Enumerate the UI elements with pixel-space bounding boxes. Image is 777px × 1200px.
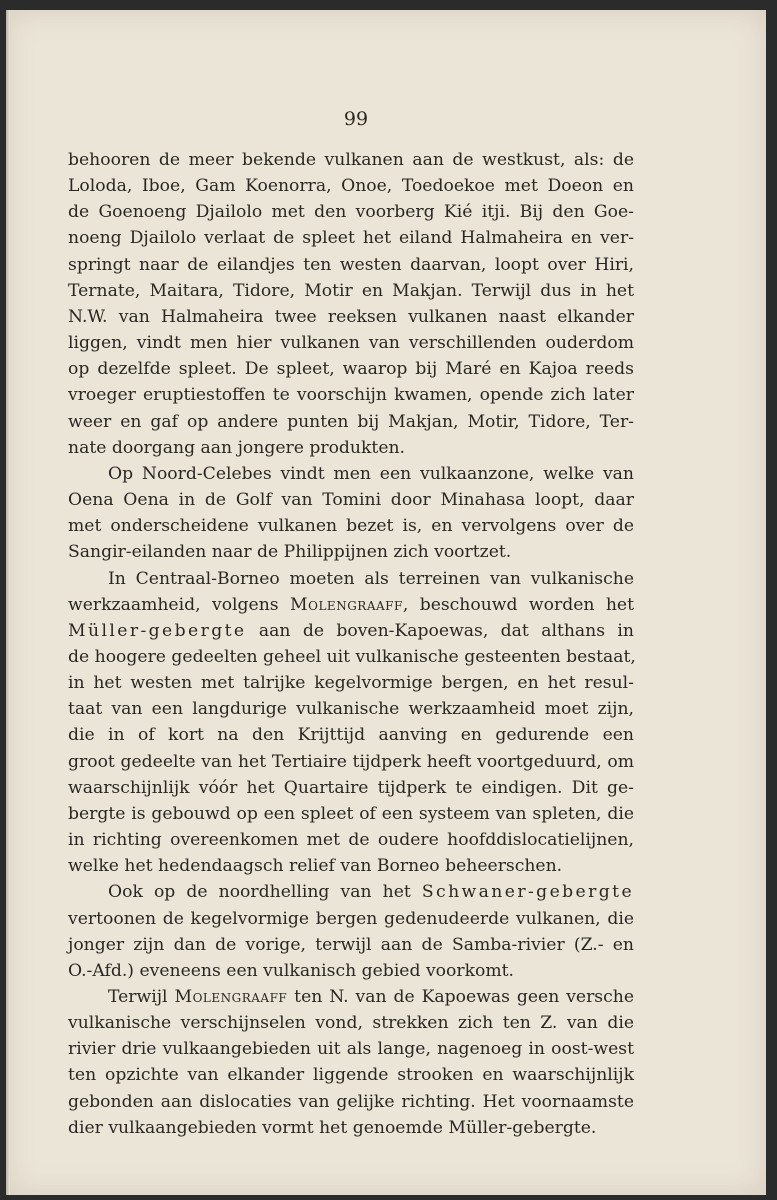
text-line xyxy=(68,618,634,644)
text-line: vroeger eruptiestoffen te voorschijn kwamen, opende zich later xyxy=(68,385,634,406)
text-line: behooren de meer bekende vulkanen aan de westkust, als: de xyxy=(68,150,634,170)
text-line: dier vulkaangebieden vormt het genoemde Müller-gebergte. xyxy=(68,1117,597,1138)
text-line: weer en gaf op andere punten bij Makjan, Motir, Tidore, Ter- xyxy=(68,411,634,432)
text-line: die in of kort na den Krijttijd aanving en gedurende een xyxy=(68,725,634,746)
text-line: waarschijnlijk vóór het Quartaire tijdperk te eindigen. Dit ge- xyxy=(68,777,634,798)
paragraph xyxy=(68,984,634,1141)
text-line: vertoonen de kegelvormige bergen gedenudeerde vulkanen, die xyxy=(68,908,634,929)
text-line: gebonden aan dislocaties van gelijke richting. Het voornaamste xyxy=(68,1091,634,1112)
place-name: Schwaner-gebergte xyxy=(421,882,635,903)
text-line: vulkanische verschijnselen vond, strekken zich ten Z. van die xyxy=(68,1013,634,1034)
text-line: met onderscheidene vulkanen bezet is, en vervolgens over de xyxy=(68,516,634,537)
text-line: O.-Afd.) eveneens een vulkanisch gebied voorkomt. xyxy=(68,960,515,981)
text-fragment: , beschouwd worden het xyxy=(402,594,635,615)
text-line: Sangir-eilanden naar de Philippijnen zich voortzet. xyxy=(68,542,512,563)
place-name: Müller-gebergte xyxy=(68,620,247,641)
paragraph xyxy=(68,566,634,880)
text-line: in richting overeenkomen met de oudere hoofddislocatielijnen, xyxy=(68,830,634,851)
text-line: noeng Djailolo verlaat de spleet het eiland Halmaheira en ver- xyxy=(68,228,634,249)
text-line: rivier drie vulkaangebieden uit als lange, nagenoeg in oost-west xyxy=(68,1039,634,1060)
text-line: jonger zijn dan de vorige, terwijl aan de Samba-rivier (Z.- en xyxy=(68,934,634,955)
text-line xyxy=(68,592,634,618)
page-number: 99 xyxy=(343,108,369,130)
text-line: ten opzichte van elkander liggende strooken en waarschijnlijk xyxy=(68,1065,634,1086)
text-line: groot gedeelte van het Tertiaire tijdperk heeft voortgeduurd, om xyxy=(68,751,634,772)
text-line: in het westen met talrijke kegelvormige bergen, en het resul- xyxy=(68,673,634,694)
text-line: springt naar de eilandjes ten westen daarvan, loopt over Hiri, xyxy=(68,254,634,275)
text-fragment: ten N. van de Kapoewas geen versche xyxy=(287,987,634,1007)
text-line: nate doorgang aan jongere produkten. xyxy=(68,437,406,458)
text-line: N.W. van Halmaheira twee reeksen vulkanen naast elkander xyxy=(68,306,634,327)
text-line: Loloda, Iboe, Gam Koenorra, Onoe, Toedoekoe met Doeon en xyxy=(68,176,634,197)
text-line: op dezelfde spleet. De spleet, waarop bij Maré en Kajoa reeds xyxy=(68,359,634,380)
text-line: Op Noord-Celebes vindt men een vulkaanzone, welke van xyxy=(108,463,634,484)
text-fragment: werkzaamheid, volgens xyxy=(68,594,279,615)
text-line: Ternate, Maitara, Tidore, Motir en Makjan. Terwijl dus in het xyxy=(68,280,634,301)
text-fragment: aan de boven-Kapoewas, dat althans in xyxy=(246,620,634,641)
text-line: welke het hedendaagsch relief van Borneo beheerschen. xyxy=(68,856,563,877)
book-page xyxy=(6,10,766,1195)
text-line: liggen, vindt men hier vulkanen van verschillenden ouderdom xyxy=(68,333,634,354)
paragraph xyxy=(68,461,634,566)
text-fragment: Ook op de noordhelling van het xyxy=(108,882,411,903)
text-line xyxy=(68,984,634,1010)
text-line: bergte is gebouwd op een spleet of een systeem van spleten, die xyxy=(68,803,634,824)
text-line: Oena Oena in de Golf van Tomini door Minahasa loopt, daar xyxy=(68,490,634,511)
page-edge xyxy=(6,10,10,1195)
text-line: de Goenoeng Djailolo met den voorberg Kié itji. Bij den Goe- xyxy=(68,202,634,223)
body-text xyxy=(68,147,634,1141)
author-name: Molengraaff xyxy=(174,987,288,1007)
paragraph xyxy=(68,147,634,461)
text-line xyxy=(68,879,634,905)
paragraph xyxy=(68,879,634,984)
author-name: Molengraaff xyxy=(290,594,403,615)
text-line: taat van een langdurige vulkanische werkzaamheid moet zijn, xyxy=(68,699,634,720)
text-fragment: Terwijl xyxy=(108,987,168,1007)
text-line: de hoogere gedeelten geheel uit vulkanische gesteenten bestaat, xyxy=(68,646,636,667)
text-line: In Centraal-Borneo moeten als terreinen van vulkanische xyxy=(108,568,634,589)
